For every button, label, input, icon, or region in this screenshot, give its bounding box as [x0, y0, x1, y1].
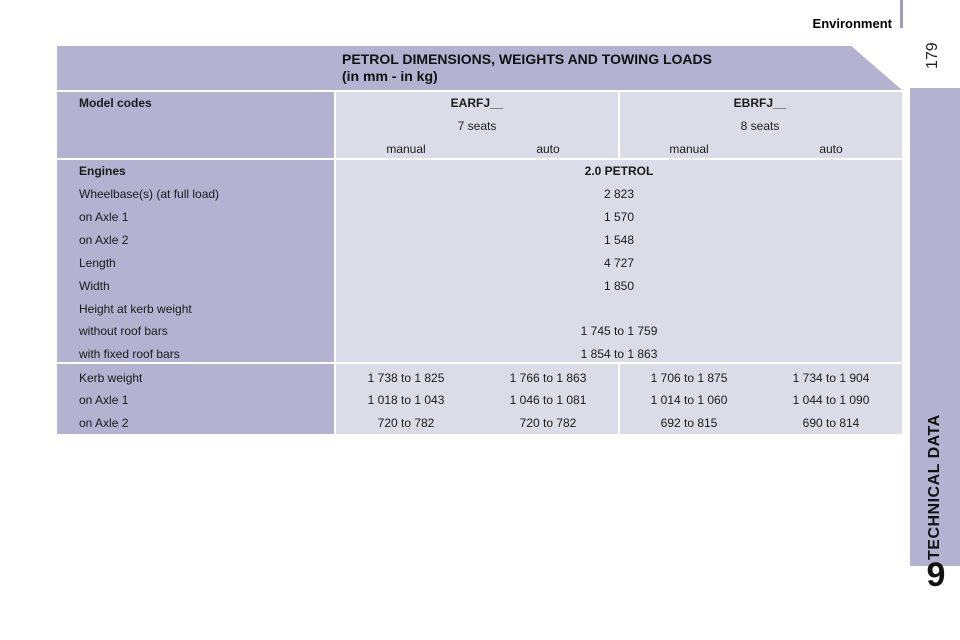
- dimension-value: 1 548: [603, 233, 635, 247]
- weight-value: 690 to 814: [802, 416, 860, 430]
- dimension-label: with fixed roof bars: [79, 347, 180, 361]
- section-label: Environment: [812, 16, 892, 31]
- weight-value: 1 046 to 1 081: [509, 393, 587, 407]
- gearbox-type: manual: [669, 142, 709, 156]
- weights-section: [57, 364, 902, 434]
- weight-value: 692 to 815: [660, 416, 718, 430]
- weight-value: 1 044 to 1 090: [792, 393, 870, 407]
- model-code: EBRFJ__: [733, 96, 787, 110]
- model-codes-section: [57, 92, 902, 158]
- dimensions-section: [57, 160, 902, 362]
- weight-value: 1 706 to 1 875: [650, 371, 728, 385]
- weight-label: on Axle 2: [79, 416, 129, 430]
- weight-label: Kerb weight: [79, 371, 143, 385]
- dimension-value: 1 850: [603, 279, 635, 293]
- dimension-label: Width: [79, 279, 110, 293]
- seats-count: 7 seats: [457, 119, 497, 133]
- dimension-value: 4 727: [603, 256, 635, 270]
- weight-value: 1 766 to 1 863: [509, 371, 587, 385]
- table-title: [342, 51, 712, 85]
- model-code: EARFJ__: [450, 96, 504, 110]
- weight-value: 1 734 to 1 904: [792, 371, 870, 385]
- chapter-number: 9: [926, 556, 946, 594]
- gearbox-type: auto: [536, 142, 560, 156]
- page-number: 179: [924, 42, 941, 70]
- engines-label: Engines: [79, 164, 126, 178]
- engine-value: 2.0 PETROL: [584, 164, 654, 178]
- weight-value: 1 738 to 1 825: [367, 371, 445, 385]
- dimension-label: on Axle 2: [79, 233, 129, 247]
- dimension-label: on Axle 1: [79, 210, 129, 224]
- weight-label: on Axle 1: [79, 393, 129, 407]
- dimension-label: Wheelbase(s) (at full load): [79, 187, 220, 201]
- dimension-value: 1 570: [603, 210, 635, 224]
- weight-value: 1 018 to 1 043: [367, 393, 445, 407]
- seats-count: 8 seats: [740, 119, 780, 133]
- weight-value: 720 to 782: [519, 416, 577, 430]
- dimension-value: 1 854 to 1 863: [580, 347, 658, 361]
- table-title-line1: PETROL DIMENSIONS, WEIGHTS AND TOWING LOADS: [342, 51, 712, 67]
- dimension-label: Height at kerb weight: [79, 302, 192, 316]
- dimension-value: 1 745 to 1 759: [580, 324, 658, 338]
- dimension-value: 2 823: [603, 187, 635, 201]
- gearbox-type: manual: [386, 142, 426, 156]
- model-codes-label: Model codes: [79, 96, 152, 110]
- weight-value: 720 to 782: [377, 416, 435, 430]
- dimension-label: Length: [79, 256, 116, 270]
- weight-value: 1 014 to 1 060: [650, 393, 728, 407]
- dimension-label: without roof bars: [79, 324, 168, 338]
- table-title-line2: (in mm - in kg): [342, 68, 438, 84]
- gearbox-type: auto: [819, 142, 843, 156]
- chapter-title: TECHNICAL DATA: [926, 414, 943, 560]
- header-rule: [900, 0, 903, 28]
